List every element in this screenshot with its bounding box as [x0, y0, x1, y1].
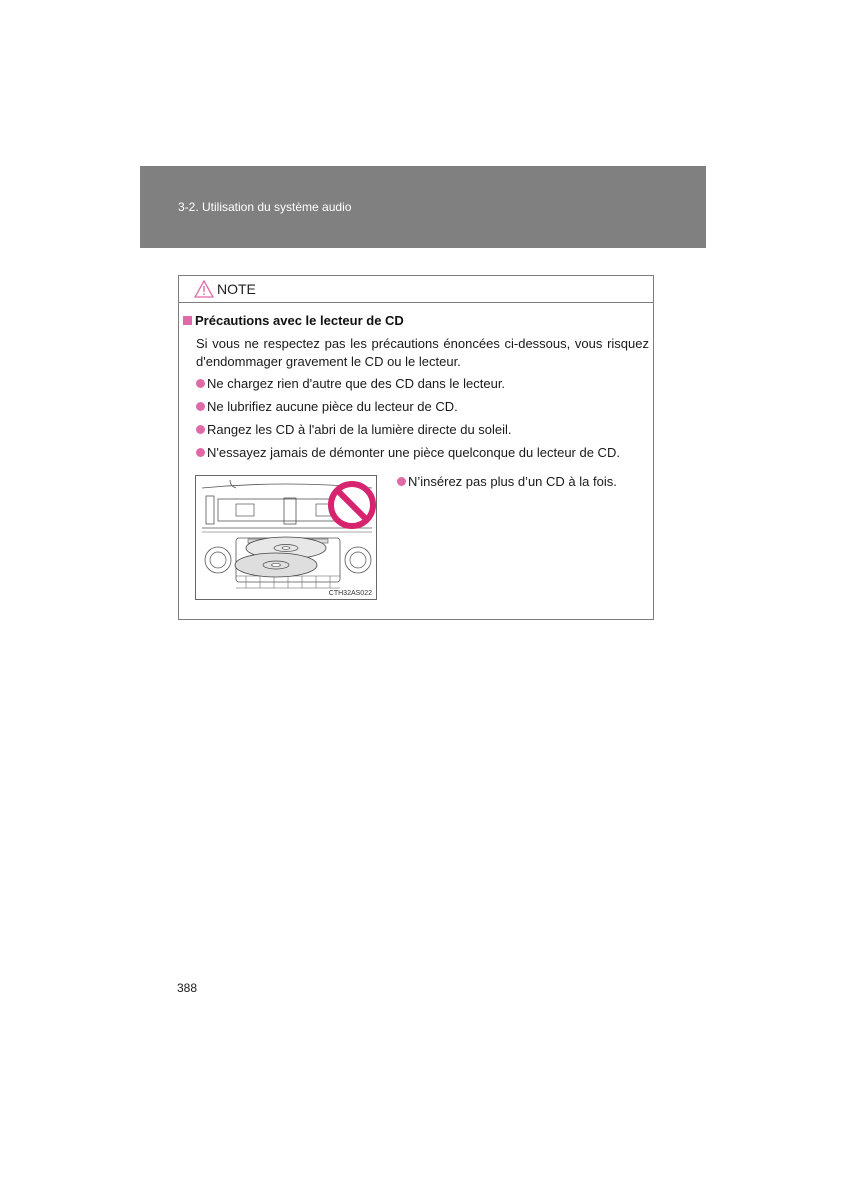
prohibition-icon: [331, 484, 373, 526]
bullet-dot-icon: [397, 477, 406, 486]
cd-player-drawing: [196, 476, 378, 601]
bullet-dot-icon: [196, 425, 205, 434]
page-number: 388: [177, 981, 198, 995]
list-item: [397, 474, 617, 489]
note-box: [178, 275, 654, 620]
list-item-text: Ne chargez rien d'autre que des CD dans le lecteur.: [207, 376, 506, 391]
list-item: [196, 422, 512, 437]
cd-player-illustration: [195, 475, 377, 600]
bullet-dot-icon: [196, 402, 205, 411]
illustration-code: CTH32AS022: [328, 590, 372, 597]
list-item: [196, 399, 458, 414]
subheading-text: Précautions avec le lecteur de CD: [195, 313, 404, 328]
list-item: [196, 445, 620, 460]
bullet-dot-icon: [196, 448, 205, 457]
list-item-text: Rangez les CD à l'abri de la lumière directe du soleil.: [207, 422, 512, 437]
list-item-text: N’insérez pas plus d’un CD à la fois.: [408, 474, 617, 489]
warning-triangle-icon: [194, 280, 214, 298]
list-item-text: Ne lubrifiez aucune pièce du lecteur de CD.: [207, 399, 458, 414]
note-header: [179, 276, 653, 303]
square-bullet-icon: [183, 316, 192, 325]
subheading: [183, 313, 404, 328]
section-title: 3-2. Utilisation du système audio: [178, 200, 352, 214]
header-band: [140, 166, 706, 248]
bullet-dot-icon: [196, 379, 205, 388]
list-item: [196, 376, 505, 391]
note-label: NOTE: [217, 281, 256, 297]
intro-paragraph: Si vous ne respectez pas les précautions énoncées ci-dessous, vous risquez d'endommager gravement le CD ou le lecteur.: [196, 336, 649, 369]
list-item-text: N'essayez jamais de démonter une pièce quelconque du lecteur de CD.: [207, 445, 620, 460]
